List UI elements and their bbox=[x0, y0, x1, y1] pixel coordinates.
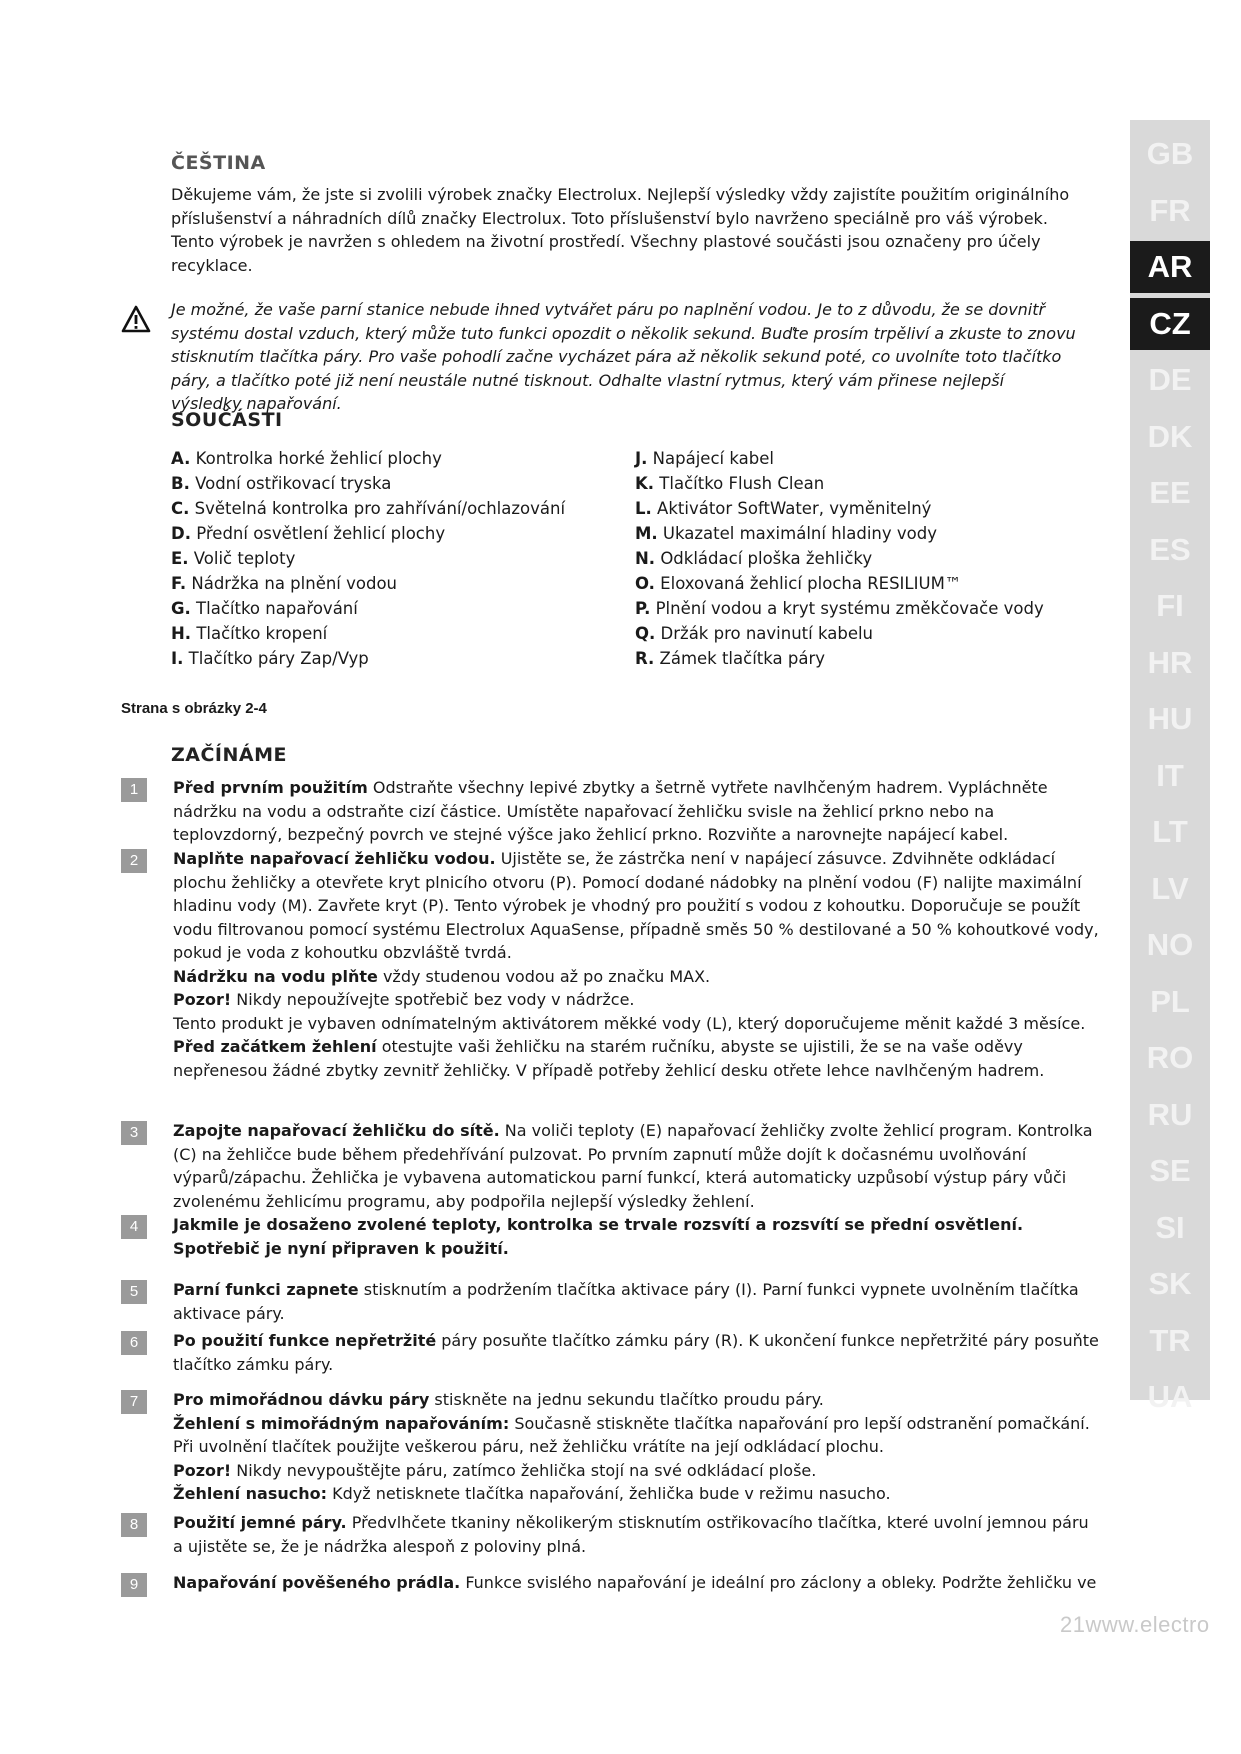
language-tab-dk: DK bbox=[1147, 418, 1193, 454]
step-line-text: otestujte vaši žehličku na starém ručníku, abyste se ujistili, že se na vaše oděvy nepřenesou žádné zbytky zevnitř žehličky. V případě potřeby žehlicí desku otřete lehce navlhčeným hadrem. bbox=[173, 1037, 1045, 1080]
part-key: F. bbox=[171, 574, 187, 593]
step-line bbox=[173, 1012, 1103, 1036]
language-tab-lv: LV bbox=[1151, 870, 1189, 906]
part-item bbox=[171, 621, 611, 646]
part-key: D. bbox=[171, 524, 191, 543]
part-label: Tlačítko kropení bbox=[191, 624, 328, 643]
language-tab-ru: RU bbox=[1147, 1096, 1193, 1132]
step-line-text: Ujistěte se, že zástrčka není v napájecí zásuvce. Zdvihněte odkládací plochu žehličky a otevřete kryt plnicího otvoru (P). Pomocí dodané nádobky na plnění vodou (F) nalijte maximální hladinu vody (M). Zavřete kryt (P). Tento výrobek je vhodný pro použití s vodou z kohoutku. Doporučuje se použít vodu filtrovanou pomocí systému Electrolux AquaSense, případně směs 50 % destilované a 50 % kohoutkové vody, pokud je voda z kohoutku obzvláště tvrdá. bbox=[173, 849, 1099, 962]
step-text bbox=[173, 847, 1103, 1082]
step-line-text: Předvlhčete tkaniny několikerým stisknutím ostřikovacího tlačítka, které uvolní jemnou páru a ujistěte se, že je nádržka alespoň z poloviny plná. bbox=[173, 1513, 1089, 1556]
part-item bbox=[171, 471, 611, 496]
page-footer: 21www.electro bbox=[1060, 1612, 1210, 1637]
part-label: Plnění vodou a kryt systému změkčovače vody bbox=[650, 599, 1044, 618]
step-line bbox=[173, 1035, 1103, 1082]
section-title-parts: SOUČÁSTI bbox=[171, 409, 283, 431]
step-line-text: Současně stiskněte tlačítka napařování pro lepší odstranění pomačkání. Při uvolnění tlačítek použijte veškerou páru, než žehličku vrátíte na její odkládací plochu. bbox=[173, 1413, 1090, 1456]
step-number-badge: 3 bbox=[121, 1121, 147, 1145]
part-item bbox=[171, 571, 611, 596]
language-tab-fr: FR bbox=[1149, 192, 1191, 228]
part-key: N. bbox=[635, 549, 656, 568]
language-tab-cz: CZ bbox=[1130, 298, 1210, 350]
step-line-bold: Pozor! bbox=[173, 990, 232, 1009]
part-key: O. bbox=[635, 574, 655, 593]
language-tab-lt: LT bbox=[1152, 814, 1188, 849]
part-label: Ukazatel maximální hladiny vody bbox=[657, 524, 937, 543]
step-text bbox=[173, 1511, 1103, 1558]
language-tab-es: ES bbox=[1149, 531, 1191, 567]
warning-text: Je možné, že vaše parní stanice nebude ihned vytvářet páru po naplnění vodou. Je to z důvodu, že se dovnitř systému dostal vzduch, který může tuto funkci opozdit o několik sekund. Buďte prosím trpěliví a zkuste to znovu stisknutím tlačítka páry. Pro vaše pohodlí začne vycházet pára až několik sekund poté, co uvolníte toto tlačítko páry, a tlačítko poté již není neustále nutné tisknout. Odhalte vlastní rytmus, který vám přinese nejlepší výsledky napařování. bbox=[171, 300, 1076, 413]
step-number-badge: 7 bbox=[121, 1390, 147, 1414]
step-number-badge: 2 bbox=[121, 849, 147, 873]
step-line-text: Když netisknete tlačítka napařování, žehlička bude v režimu nasucho. bbox=[327, 1484, 891, 1503]
part-label: Držák pro navinutí kabelu bbox=[655, 624, 874, 643]
step-text bbox=[173, 776, 1103, 847]
part-label: Tlačítko napařování bbox=[190, 599, 358, 618]
language-tab-se: SE bbox=[1149, 1153, 1191, 1188]
part-key: P. bbox=[635, 599, 651, 618]
step-line bbox=[173, 776, 1103, 847]
step-number-badge: 5 bbox=[121, 1280, 147, 1304]
part-label: Kontrolka horké žehlicí plochy bbox=[190, 449, 442, 468]
step-number-badge: 9 bbox=[121, 1573, 147, 1597]
language-tab-ar: AR bbox=[1130, 241, 1210, 293]
language-tab-gb: GB bbox=[1146, 136, 1194, 171]
step-number-badge: 8 bbox=[121, 1513, 147, 1537]
part-key: L. bbox=[635, 499, 652, 518]
part-item bbox=[635, 446, 1115, 471]
part-label: Odkládací ploška žehličky bbox=[655, 549, 873, 568]
part-item bbox=[171, 521, 611, 546]
part-item bbox=[635, 496, 1115, 521]
part-label: Eloxovaná žehlicí plocha RESILIUM™ bbox=[654, 574, 962, 593]
step-line-bold: Před prvním použitím bbox=[173, 778, 368, 797]
language-tab-hu: HU bbox=[1147, 701, 1193, 736]
step-line-text: Tento produkt je vybaven odnímatelným aktivátorem měkké vody (L), který doporučujeme měnit každé 3 měsíce. bbox=[173, 1013, 1086, 1033]
language-tab-ro: RO bbox=[1146, 1040, 1194, 1075]
part-key: Q. bbox=[635, 624, 656, 643]
part-item bbox=[171, 446, 611, 471]
step-number-badge: 6 bbox=[121, 1331, 147, 1355]
language-tab-si: SI bbox=[1155, 1209, 1185, 1245]
step-text bbox=[173, 1278, 1103, 1325]
part-key: A. bbox=[171, 449, 191, 468]
step-line-bold: Žehlení s mimořádným napařováním: bbox=[173, 1413, 510, 1433]
part-item bbox=[635, 471, 1115, 496]
part-item bbox=[635, 521, 1115, 546]
step-line-text: Nikdy nepoužívejte spotřebič bez vody v nádržce. bbox=[231, 990, 635, 1009]
step-line bbox=[173, 1412, 1103, 1459]
language-tab-no: NO bbox=[1146, 927, 1194, 962]
step-number-badge: 4 bbox=[121, 1215, 147, 1239]
language-tab-fi: FI bbox=[1156, 588, 1184, 623]
step-line-bold: Pro mimořádnou dávku páry bbox=[173, 1390, 430, 1409]
step-line bbox=[173, 1388, 1103, 1412]
part-key: H. bbox=[171, 624, 192, 643]
step-line-bold: Nádržku na vodu plňte bbox=[173, 966, 378, 986]
parts-list-right bbox=[635, 446, 1115, 671]
part-key: B. bbox=[171, 474, 190, 493]
section-title-cestina: ČEŠTINA bbox=[171, 152, 266, 174]
part-key: M. bbox=[635, 524, 658, 543]
step-line-bold: Použití jemné páry. bbox=[173, 1513, 347, 1532]
part-label: Volič teploty bbox=[188, 549, 296, 568]
language-tab-de: DE bbox=[1148, 362, 1192, 397]
language-tab-ua: UA bbox=[1147, 1379, 1193, 1414]
step-line bbox=[173, 1511, 1103, 1558]
part-label: Přední osvětlení žehlicí plochy bbox=[190, 524, 446, 543]
step-line-bold: Zapojte napařovací žehličku do sítě. bbox=[173, 1121, 500, 1140]
step-line-bold: Jakmile je dosaženo zvolené teploty, kontrolka se trvale rozsvítí a rozsvítí se přední osvětlení. Spotřebič je nyní připraven k použití. bbox=[173, 1215, 1024, 1258]
part-label: Vodní ostřikovací tryska bbox=[189, 474, 392, 493]
part-key: J. bbox=[635, 449, 648, 468]
part-label: Světelná kontrolka pro zahřívání/ochlazování bbox=[189, 499, 566, 518]
step-text bbox=[173, 1329, 1103, 1376]
step-line-bold: Žehlení nasucho: bbox=[173, 1484, 327, 1503]
part-key: R. bbox=[635, 649, 655, 668]
part-key: E. bbox=[171, 549, 189, 568]
step-text bbox=[173, 1213, 1103, 1260]
part-label: Napájecí kabel bbox=[647, 449, 774, 468]
step-line-bold: Pozor! bbox=[173, 1460, 232, 1480]
language-tab-tr: TR bbox=[1149, 1322, 1191, 1358]
figures-reference: Strana s obrázky 2-4 bbox=[121, 700, 267, 717]
step-line-bold: Po použití funkce nepřetržité bbox=[173, 1331, 437, 1350]
step-line-text: stiskněte na jednu sekundu tlačítko proudu páry. bbox=[429, 1390, 824, 1409]
step-line bbox=[173, 1278, 1103, 1325]
part-item bbox=[635, 646, 1115, 671]
step-line-bold: Naplňte napařovací žehličku vodou. bbox=[173, 849, 496, 868]
step-line-text: Na voliči teploty (E) napařovací žehličky zvolte žehlicí program. Kontrolka (C) na žehličce bude během předehřívání pulzovat. Po prvním zapnutí může dojít k dočasnému uvolňování výparů/zápachu. Žehlička je vybavena automatickou parní funkcí, která automaticky uzpůsobí výstup páry vůči zvolenému žehlicímu programu, aby podpořila nejlepší výsledky žehlení. bbox=[173, 1121, 1093, 1211]
language-tab-hr: HR bbox=[1147, 644, 1193, 680]
step-line bbox=[173, 847, 1103, 965]
step-line-text: Nikdy nevypouštějte páru, zatímco žehlička stojí na své odkládací ploše. bbox=[231, 1460, 817, 1480]
step-line-text: Odstraňte všechny lepivé zbytky a šetrně vytřete navlhčeným hadrem. Vypláchněte nádržku na vodu a odstraňte cizí částice. Umístěte napařovací žehličku svisle na žehlicí prkno nebo na teplovzdorný, bezpečný povrch ve stejné výšce jako žehlicí prkno. Rozviňte a narovnejte napájecí kabel. bbox=[173, 778, 1048, 844]
step-text bbox=[173, 1119, 1103, 1213]
part-item bbox=[171, 496, 611, 521]
part-item bbox=[635, 621, 1115, 646]
part-label: Tlačítko páry Zap/Vyp bbox=[183, 649, 369, 668]
part-item bbox=[171, 596, 611, 621]
language-tab-it: IT bbox=[1156, 757, 1184, 793]
part-label: Zámek tlačítka páry bbox=[654, 649, 826, 668]
step-line bbox=[173, 1329, 1103, 1376]
step-line-bold: Před začátkem žehlení bbox=[173, 1037, 377, 1056]
part-item bbox=[635, 571, 1115, 596]
step-line-text: páry posuňte tlačítko zámku páry (R). K ukončení funkce nepřetržité páry posuňte tlačítko zámku páry. bbox=[173, 1331, 1099, 1374]
part-item bbox=[171, 646, 611, 671]
part-key: G. bbox=[171, 599, 191, 618]
step-line-text: stisknutím a podržením tlačítka aktivace páry (I). Parní funkci vypnete uvolněním tlačítka aktivace páry. bbox=[173, 1280, 1079, 1323]
part-item bbox=[171, 546, 611, 571]
part-key: K. bbox=[635, 474, 655, 493]
part-label: Aktivátor SoftWater, vyměnitelný bbox=[651, 499, 932, 518]
step-line-text: Funkce svislého napařování je ideální pro záclony a obleky. Podržte žehličku ve bbox=[460, 1573, 1097, 1592]
step-line-text: vždy studenou vodou až po značku MAX. bbox=[377, 966, 711, 986]
language-tab-sk: SK bbox=[1148, 1266, 1192, 1301]
section-title-start: ZAČÍNÁME bbox=[171, 744, 287, 766]
step-line bbox=[173, 1119, 1103, 1213]
part-item bbox=[635, 546, 1115, 571]
part-item bbox=[635, 596, 1115, 621]
step-line bbox=[173, 965, 1103, 989]
part-label: Nádržka na plnění vodou bbox=[186, 574, 398, 593]
step-number-badge: 1 bbox=[121, 778, 147, 802]
intro-paragraph: Děkujeme vám, že jste si zvolili výrobek značky Electrolux. Nejlepší výsledky vždy zajistíte použitím originálního příslušenství a náhradních dílů značky Electrolux. Toto příslušenství bylo navrženo speciálně pro váš výrobek. Tento výrobek je navržen s ohledem na životní prostředí. Všechny plastové součásti jsou označeny pro účely recyklace. bbox=[171, 185, 1070, 275]
step-line-bold: Napařování pověšeného prádla. bbox=[173, 1573, 461, 1592]
language-tab-pl: PL bbox=[1150, 983, 1190, 1019]
step-line bbox=[173, 1482, 1103, 1506]
part-key: C. bbox=[171, 499, 190, 518]
step-line bbox=[173, 1571, 1103, 1595]
step-line bbox=[173, 1459, 1103, 1483]
part-key: I. bbox=[171, 649, 184, 668]
step-text bbox=[173, 1388, 1103, 1506]
step-line bbox=[173, 1213, 1103, 1260]
step-line bbox=[173, 988, 1103, 1012]
step-text bbox=[173, 1571, 1103, 1595]
parts-list-left bbox=[171, 446, 611, 671]
part-label: Tlačítko Flush Clean bbox=[654, 474, 825, 493]
step-line-bold: Parní funkci zapnete bbox=[173, 1280, 359, 1299]
language-tab-ee: EE bbox=[1149, 475, 1191, 510]
warning-icon bbox=[121, 305, 151, 333]
